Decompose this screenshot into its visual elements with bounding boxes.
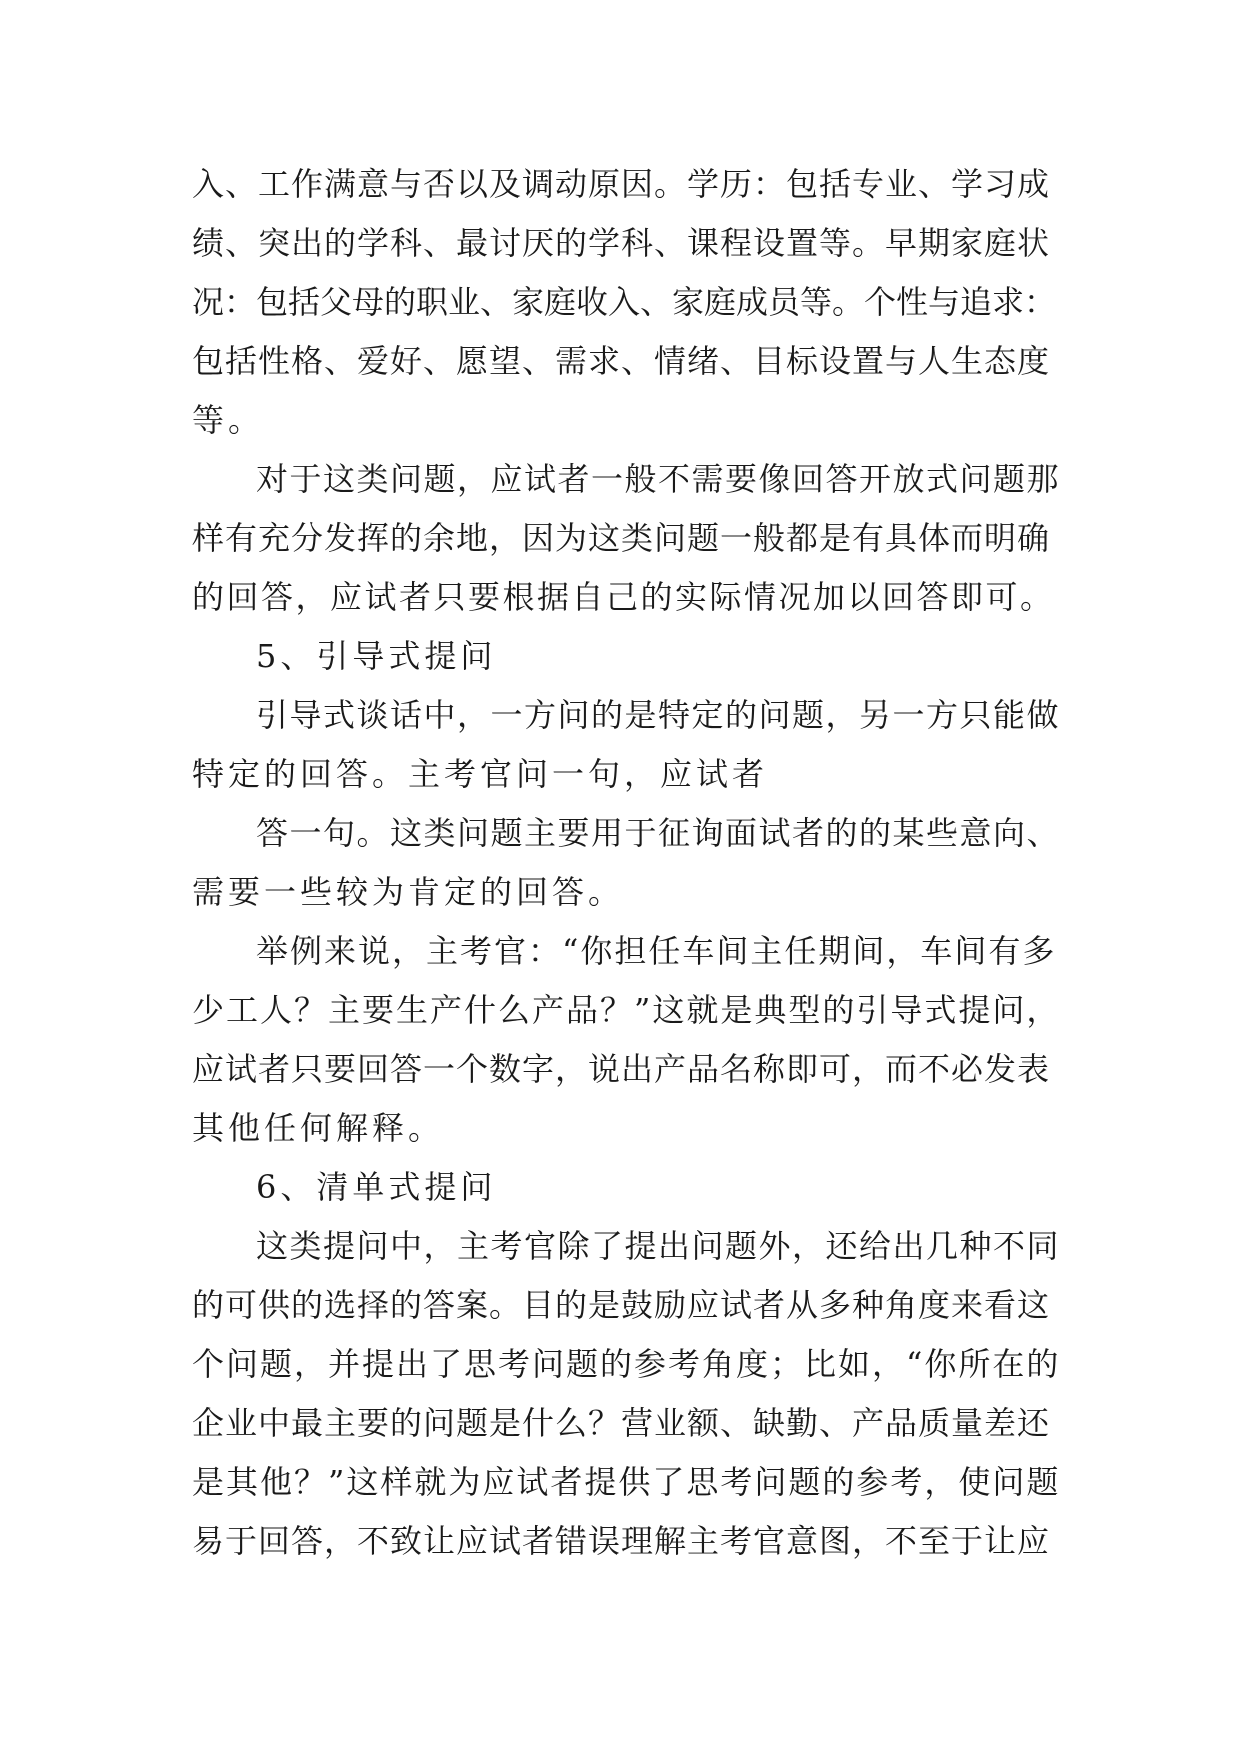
text-line: 的回答，应试者只要根据自己的实际情况加以回答即可。 — [192, 578, 1055, 616]
text-line: 易于回答，不致让应试者错误理解主考官意图，不至于让应 — [192, 1522, 1051, 1560]
text-line: 绩、突出的学科、最讨厌的学科、课程设置等。早期家庭状 — [192, 224, 1051, 262]
text-line: 答一句。这类问题主要用于征询面试者的的某些意向、 — [256, 814, 1061, 852]
text-line: 其他任何解释。 — [192, 1109, 445, 1147]
text-line: 需要一些较为肯定的回答。 — [192, 873, 625, 911]
text-line: 引导式谈话中，一方问的是特定的问题，另一方只能做 — [256, 696, 1061, 734]
text-line: 包括性格、爱好、愿望、需求、情绪、目标设置与人生态度 — [192, 342, 1051, 380]
text-line: 样有充分发挥的余地，因为这类问题一般都是有具体而明确 — [192, 519, 1051, 557]
text-line: 入、工作满意与否以及调动原因。学历：包括专业、学习成 — [192, 165, 1051, 203]
text-line: 个问题，并提出了思考问题的参考角度；比如，“你所在的 — [192, 1345, 1061, 1383]
text-line: 举例来说，主考官：“你担任车间主任期间，车间有多 — [256, 932, 1057, 970]
text-line: 对于这类问题，应试者一般不需要像回答开放式问题那 — [256, 460, 1061, 498]
text-line: 应试者只要回答一个数字，说出产品名称即可，而不必发表 — [192, 1050, 1051, 1088]
text-line: 少工人？主要生产什么产品？”这就是典型的引导式提问， — [192, 991, 1061, 1029]
text-line: 特定的回答。主考官问一句，应试者 — [192, 755, 769, 793]
text-line: 是其他？”这样就为应试者提供了思考问题的参考，使问题 — [192, 1463, 1061, 1501]
text-line: 况：包括父母的职业、家庭收入、家庭成员等。个性与追求： — [192, 283, 1057, 321]
text-line: 的可供的选择的答案。目的是鼓励应试者从多种角度来看这 — [192, 1286, 1051, 1324]
text-line: 5、引导式提问 — [256, 637, 497, 675]
document-body — [192, 155, 1062, 1571]
text-line: 企业中最主要的问题是什么？营业额、缺勤、产品质量差还 — [192, 1404, 1051, 1442]
text-line: 6、清单式提问 — [256, 1168, 497, 1206]
text-line: 这类提问中，主考官除了提出问题外，还给出几种不同 — [256, 1227, 1061, 1265]
text-line: 等。 — [192, 401, 265, 439]
